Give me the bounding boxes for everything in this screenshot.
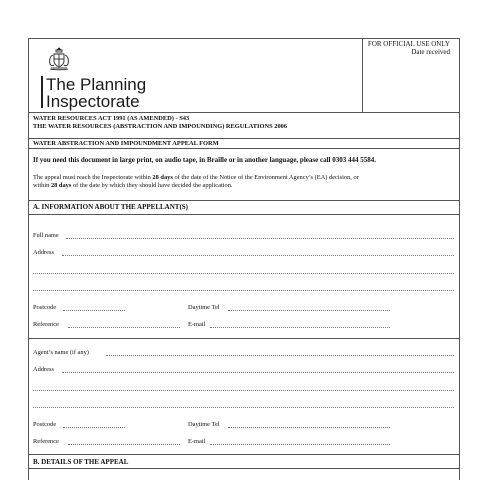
act-divider bbox=[28, 138, 460, 139]
daytime-tel-label: Daytime Tel bbox=[188, 304, 220, 311]
title-divider bbox=[28, 148, 460, 149]
agent-daytime-tel-field[interactable] bbox=[228, 427, 390, 428]
appeal-deadline-line-1: The appeal must reach the Inspectorate within 28 days of the date of the Notice of the Environment Agency’s (EA) decision, or bbox=[33, 174, 359, 181]
agent-email-label: E-mail bbox=[188, 438, 206, 445]
agent-address-field-line-3[interactable] bbox=[33, 407, 454, 408]
act-line-2: THE WATER RESOURCES (ABSTRACTION AND IMPOUNDING) REGULATIONS 2006 bbox=[33, 123, 288, 130]
official-use-divider bbox=[362, 38, 363, 112]
address-field-line-1[interactable] bbox=[62, 255, 454, 256]
logo-line-1: The Planning bbox=[46, 75, 147, 94]
postcode-field[interactable] bbox=[63, 310, 125, 311]
address-field-line-3[interactable] bbox=[33, 290, 454, 291]
agent-email-field[interactable] bbox=[210, 444, 390, 445]
agent-divider bbox=[28, 338, 460, 339]
agent-daytime-tel-label: Daytime Tel bbox=[188, 421, 220, 428]
date-received-label: Date received bbox=[411, 48, 450, 56]
agent-address-field-line-1[interactable] bbox=[62, 372, 454, 373]
agent-name-field[interactable] bbox=[106, 355, 454, 356]
address-label: Address bbox=[33, 249, 54, 256]
large-print-notice: If you need this document in large print, on audio tape, in Braille or in another language, please call 0303 444 5584. bbox=[33, 156, 376, 164]
header-divider bbox=[28, 112, 460, 113]
official-use-label: FOR OFFICIAL USE ONLY bbox=[367, 40, 450, 48]
reference-field[interactable] bbox=[68, 327, 180, 328]
notice-divider bbox=[28, 200, 460, 201]
postcode-label: Postcode bbox=[33, 304, 57, 311]
agent-address-label: Address bbox=[33, 366, 54, 373]
agent-postcode-label: Postcode bbox=[33, 421, 57, 428]
agent-reference-field[interactable] bbox=[68, 444, 180, 445]
full-name-label: Full name bbox=[33, 232, 59, 239]
section-b-title: B. DETAILS OF THE APPEAL bbox=[33, 458, 129, 466]
section-b-divider bbox=[28, 468, 460, 469]
email-label: E-mail bbox=[188, 321, 206, 328]
address-field-line-2[interactable] bbox=[33, 273, 454, 274]
royal-coat-of-arms-icon bbox=[46, 46, 72, 72]
section-b-top-divider bbox=[28, 454, 460, 455]
section-a-divider bbox=[28, 214, 460, 215]
act-line-1: WATER RESOURCES ACT 1991 (AS AMENDED) - S43 bbox=[33, 115, 190, 122]
logo-bar bbox=[41, 76, 43, 108]
full-name-field[interactable] bbox=[66, 238, 454, 239]
agent-name-label: Agent’s name (if any) bbox=[33, 349, 89, 356]
logo-line-2: Inspectorate bbox=[46, 92, 140, 111]
daytime-tel-field[interactable] bbox=[228, 310, 390, 311]
appeal-deadline-line-2: within 28 days of the date by which they should have decided the application. bbox=[33, 182, 233, 189]
email-field[interactable] bbox=[210, 327, 390, 328]
reference-label: Reference bbox=[33, 321, 59, 328]
form-title: WATER ABSTRACTION AND IMPOUNDMENT APPEAL FORM bbox=[33, 140, 219, 147]
section-a-title: A. INFORMATION ABOUT THE APPELLANT(S) bbox=[33, 203, 188, 211]
agent-postcode-field[interactable] bbox=[63, 427, 125, 428]
agent-address-field-line-2[interactable] bbox=[33, 390, 454, 391]
agent-reference-label: Reference bbox=[33, 438, 59, 445]
